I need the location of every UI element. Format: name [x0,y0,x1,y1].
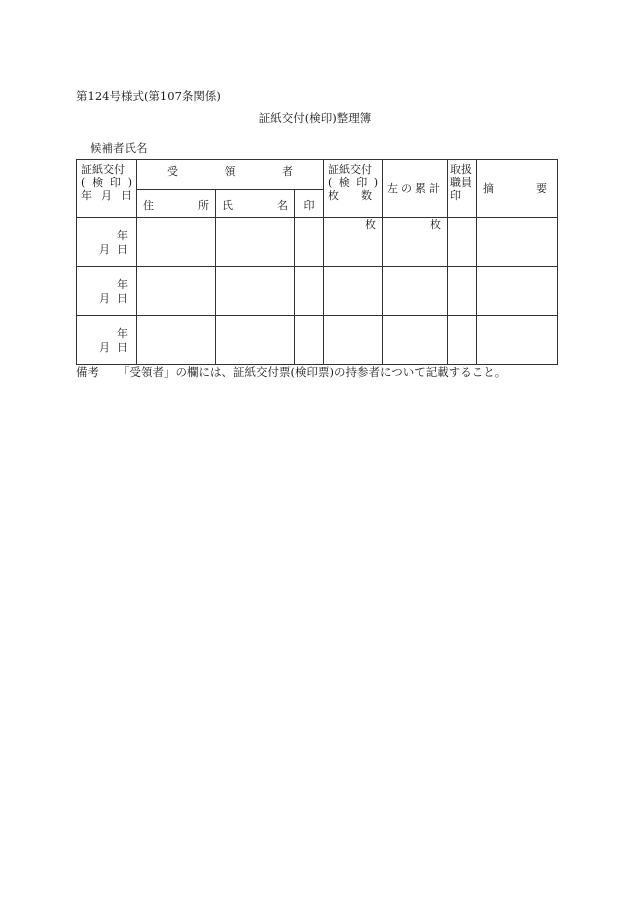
address-cell[interactable] [137,316,216,365]
name-cell[interactable] [216,267,295,316]
table-row [77,267,558,316]
header-staff-line3: 印 [450,189,462,202]
header-date-line1: 証紙交付 [81,163,125,176]
header-staff-line2: 職員 [450,176,473,189]
table-row [77,316,558,365]
date-cell[interactable]: 年 月 日 [77,267,137,316]
address-cell[interactable] [137,218,216,267]
remarks-cell[interactable] [477,267,558,316]
header-recipient-char: 受 [167,165,178,178]
header-stamp-count-line3: 枚 数 [328,189,373,202]
seal-cell[interactable] [295,316,324,365]
header-stamp-count-line1: 証紙交付 [328,163,373,176]
header-date-line2: ( 検 印 ) [81,176,132,189]
stamp-count-cell[interactable]: 枚 [324,218,383,267]
header-recipient-char: 者 [282,165,293,178]
header-staff-line1: 取扱 [450,163,473,176]
register-table [76,159,558,365]
table-row [77,218,558,267]
name-cell[interactable] [216,218,295,267]
header-date [77,160,137,218]
header-remarks: 摘 要 [477,160,558,218]
header-recipient [137,160,324,190]
header-date-line3: 年 月 日 [81,189,132,202]
note-text: 「受領者」の欄には、証紙交付票(検印票)の持参者について記載すること。 [118,365,507,379]
address-cell[interactable] [137,267,216,316]
cumulative-cell[interactable]: 枚 [383,218,448,267]
date-cell[interactable]: 年 月 日 [77,218,137,267]
stamp-count-cell[interactable] [324,316,383,365]
header-stamp-count-line2: ( 検 印 ) [328,176,379,189]
note-label: 備考 [76,365,99,379]
remarks-note [76,364,506,380]
remarks-cell[interactable] [477,218,558,267]
header-name: 氏 名 [216,190,295,218]
name-cell[interactable] [216,316,295,365]
staff-seal-cell[interactable] [448,316,477,365]
cumulative-cell[interactable] [383,316,448,365]
header-seal: 印 [295,190,324,218]
header-staff-seal [448,160,477,218]
document-title: 証紙交付(検印)整理簿 [258,111,372,125]
header-stamp-count [324,160,383,218]
header-address: 住 所 [137,190,216,218]
candidate-name-label: 候補者氏名 [90,141,148,155]
date-cell[interactable]: 年 月 日 [77,316,137,365]
remarks-cell[interactable] [477,316,558,365]
header-cumulative: 左の累計 [383,160,448,218]
staff-seal-cell[interactable] [448,218,477,267]
seal-cell[interactable] [295,267,324,316]
staff-seal-cell[interactable] [448,267,477,316]
cumulative-cell[interactable] [383,267,448,316]
seal-cell[interactable] [295,218,324,267]
header-recipient-char: 領 [224,165,236,178]
form-number: 第124号様式(第107条関係) [76,89,221,103]
stamp-count-cell[interactable] [324,267,383,316]
